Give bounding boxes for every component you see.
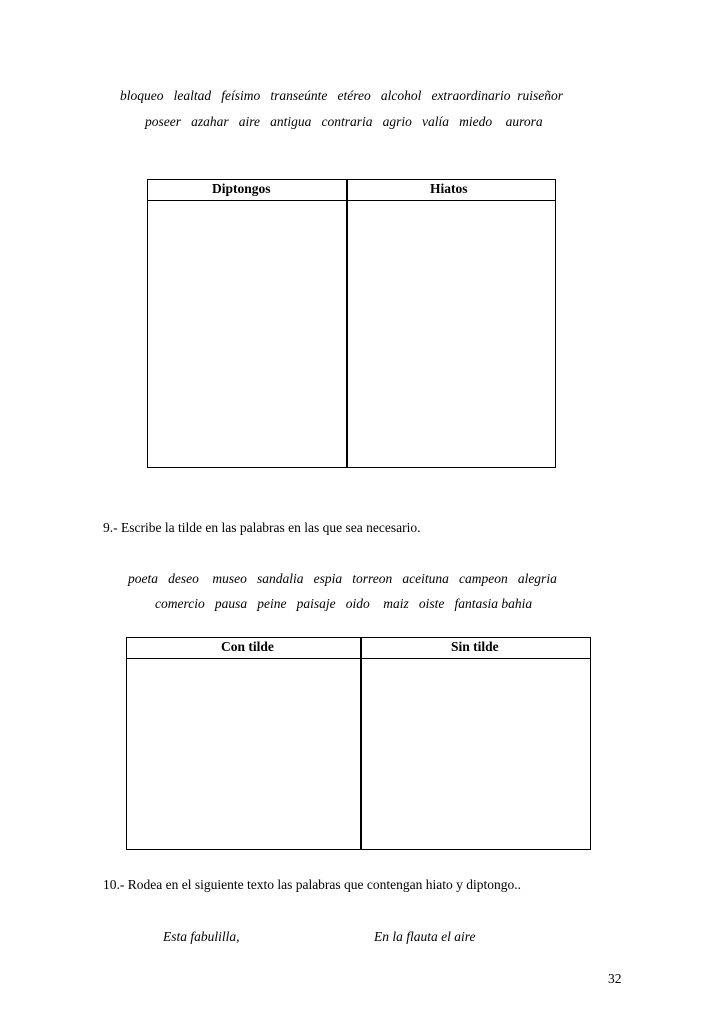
word-list-1-line-1: bloqueo lealtad feísimo transeúnte etéreo alcohol extraordinario ruiseñor	[120, 88, 563, 103]
word-list-1-line-2: poseer azahar aire antigua contraria agrio valía miedo aurora	[145, 114, 543, 129]
sin-tilde-header: Sin tilde	[451, 639, 499, 654]
hiatos-header: Hiatos	[430, 181, 468, 196]
word-list-2-line-1: poeta deseo museo sandalia espia torreon aceituna campeon alegria	[128, 571, 557, 586]
page-number: 32	[608, 971, 622, 986]
poem-left-line: Esta fabulilla,	[163, 929, 240, 944]
column-divider	[346, 180, 348, 467]
diptongos-header: Diptongos	[212, 181, 271, 196]
question-9: 9.- Escribe la tilde en las palabras en las que sea necesario.	[103, 520, 421, 535]
poem-right-line: En la flauta el aire	[374, 929, 476, 944]
con-sin-tilde-table	[126, 637, 591, 850]
column-divider	[360, 638, 362, 849]
table-header-row	[148, 180, 555, 201]
table-header-row	[127, 638, 590, 659]
diptongos-hiatos-table	[147, 179, 556, 468]
question-10: 10.- Rodea en el siguiente texto las palabras que contengan hiato y diptongo..	[103, 877, 522, 892]
con-tilde-header: Con tilde	[221, 639, 274, 654]
word-list-2-line-2: comercio pausa peine paisaje oido maiz oiste fantasia bahia	[155, 596, 533, 611]
